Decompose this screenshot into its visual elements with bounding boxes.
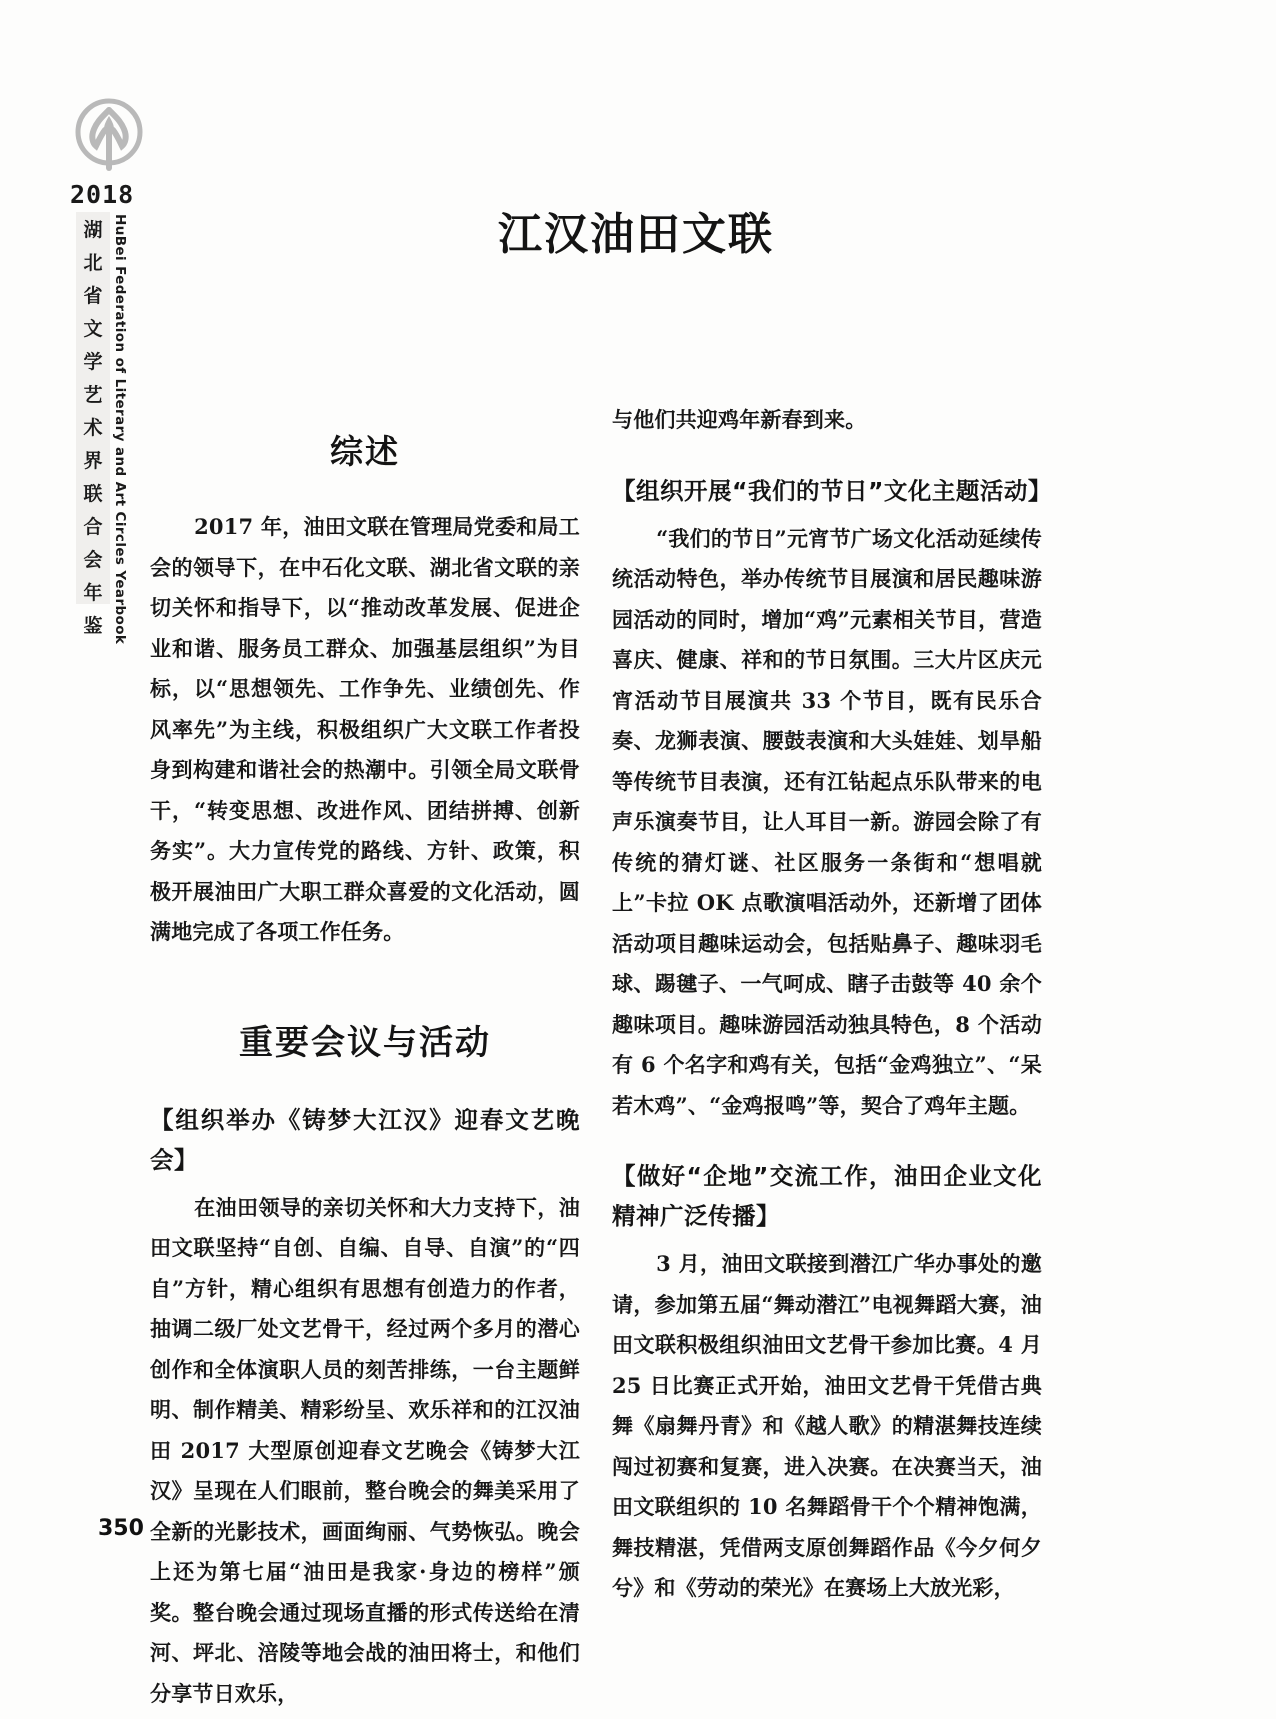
year-badge: 2018 xyxy=(70,180,135,209)
paragraph-subsection-1: 在油田领导的亲切关怀和大力支持下，油田文联坚持“自创、自编、自导、自演”的“四自”方针，精心组织有思想有创造力的作者，抽调二级厂处文艺骨干，经过两个多月的潜心创作和全体演职人员的刻苦排练，一台主题鲜明、制作精美、精彩纷呈、欢乐祥和的江汉油田 2017 大型原创迎春文艺晚会《铸梦大江汉》呈现在人们眼前，整台晚会的舞美采用了全新的光影技术，画面绚丽、气势恢弘。晚会上还为第七届“油田是我家·身边的榜样”颁奖。整台晚会通过现场直播的形式传送给在清河、坪北、涪陵等地会战的油田将士，和他们分享节日欢乐， xyxy=(150,1194,580,1706)
heading-subsection-3: 【做好“企地”交流工作，油田企业文化精神广泛传播】 xyxy=(612,1162,1042,1230)
logo-block xyxy=(62,96,172,209)
page-title: 江汉油田文联 xyxy=(498,209,774,260)
heading-subsection-1: 【组织举办《铸梦大江汉》迎春文艺晚会】 xyxy=(150,1105,580,1174)
federation-emblem-icon xyxy=(70,96,148,174)
heading-overview: 综述 xyxy=(330,432,400,471)
page-number: 350 xyxy=(98,1516,144,1541)
heading-activities: 重要会议与活动 xyxy=(239,1022,491,1063)
paragraph-subsection-2: “我们的节日”元宵节广场文化活动延续传统活动特色，举办传统节目展演和居民趣味游园活动的同时，增加“鸡”元素相关节目，营造喜庆、健康、祥和的节日氛围。三大片区庆元宵活动节目展演共 33 个节目，既有民乐合奏、龙狮表演、腰鼓表演和大头娃娃、划旱船等传统节目表演，还有江钻起点乐队带来的电声乐演奏节目，让人耳目一新。游园会除了有传统的猜灯谜、社区服务一条街和“想唱就上”卡拉 OK 点歌演唱活动外，还新增了团体活动项目趣味运动会，包括贴鼻子、趣味羽毛球、踢毽子、一气呵成、瞎子击鼓等 40 余个趣味项目。趣味游园活动独具特色，8 个活动有 6 个名字和鸡有关，包括“金鸡独立”、“呆若木鸡”、“金鸡报鸣”等，契合了鸡年主题。 xyxy=(612,525,1042,1118)
paragraph-continued: 与他们共迎鸡年新春到来。 xyxy=(612,407,867,432)
paragraph-subsection-3: 3 月，油田文联接到潜江广华办事处的邀请，参加第五届“舞动潜江”电视舞蹈大赛，油田文联积极组织油田文艺骨干参加比赛。4 月 25 日比赛正式开始，油田文艺骨干凭借古典舞《扇舞丹青》和《越人歌》的精湛舞技连续闯过初赛和复赛，进入决赛。在决赛当天，油田文联组织的 10 名舞蹈骨干个个精神饱满，舞技精湛，凭借两支原创舞蹈作品《今夕何夕兮》和《劳动的荣光》在赛场上大放光彩， xyxy=(612,1251,1042,1600)
paragraph-overview: 2017 年，油田文联在管理局党委和局工会的领导下，在中石化文联、湖北省文联的亲切关怀和指导下，以“推动改革发展、促进企业和谐、服务员工群众、加强基层组织”为目标，以“思想领先、工作争先、业绩创先、作风率先”为主线，积极组织广大文联工作者投身到构建和谐社会的热潮中。引领全局文联骨干，“转变思想、改进作风、团结拼搏、创新务实”。大力宣传党的路线、方针、政策，积极开展油田广大职工群众喜爱的文化活动，圆满地完成了各项工作任务。 xyxy=(150,514,580,944)
column-left xyxy=(150,400,580,1716)
heading-subsection-2: 【组织开展“我们的节日”文化主题活动】 xyxy=(612,476,1052,505)
sidebar-title-en: HuBei Federation of Literary and Art Circles Yearbook xyxy=(112,214,128,645)
column-right xyxy=(612,400,1052,1611)
sidebar-title-cn: 湖北省文学艺术界联合会年鉴 xyxy=(83,219,103,637)
